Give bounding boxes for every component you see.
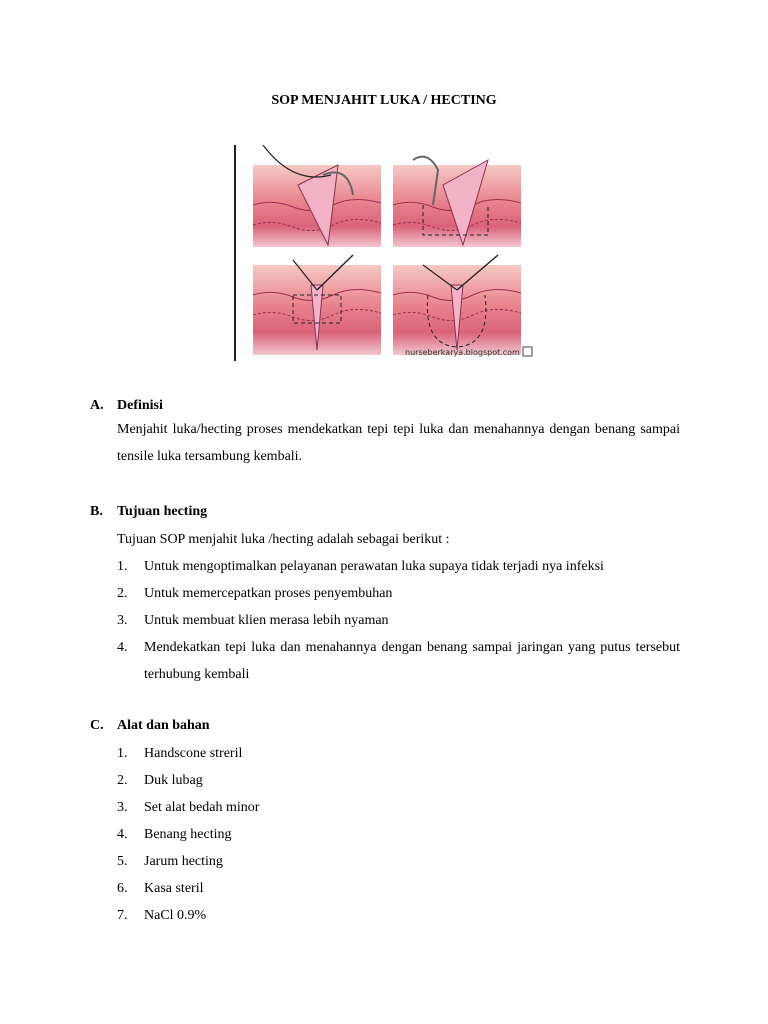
item-text: Benang hecting bbox=[144, 827, 232, 842]
panel-2 bbox=[393, 157, 521, 247]
panel-3 bbox=[253, 255, 381, 355]
list-item bbox=[117, 740, 680, 767]
item-text: Untuk membuat klien merasa lebih nyaman bbox=[144, 613, 389, 628]
item-number: 2. bbox=[117, 773, 128, 788]
item-number: 2. bbox=[117, 586, 128, 601]
list-item bbox=[117, 794, 680, 821]
item-text: Set alat bedah minor bbox=[144, 800, 260, 815]
section-definisi bbox=[90, 396, 680, 470]
list-item bbox=[117, 875, 680, 902]
section-letter: C. bbox=[90, 718, 104, 733]
item-number: 1. bbox=[117, 559, 128, 574]
section-paragraph: Tujuan SOP menjahit luka /hecting adalah sebagai berikut : bbox=[117, 532, 450, 547]
item-number: 4. bbox=[117, 640, 128, 655]
list-item bbox=[117, 821, 680, 848]
section-tujuan bbox=[90, 502, 680, 688]
section-heading: Tujuan hecting bbox=[117, 504, 208, 519]
figure-watermark: nurseberkarya.blogspot.com bbox=[405, 348, 520, 357]
item-text: Untuk memercepatkan proses penyembuhan bbox=[144, 586, 393, 601]
item-text: Jarum hecting bbox=[144, 854, 223, 869]
section-paragraph: Menjahit luka/hecting proses mendekatkan tepi tepi luka dan menahannya dengan benang sampai tensile luka tersambung kembali. bbox=[117, 422, 680, 464]
list-item bbox=[117, 767, 680, 794]
section-heading: Alat dan bahan bbox=[117, 718, 210, 733]
section-heading: Definisi bbox=[117, 398, 163, 413]
item-number: 4. bbox=[117, 827, 128, 842]
alat-list bbox=[117, 740, 680, 929]
tujuan-list bbox=[117, 553, 680, 688]
panel-4 bbox=[393, 255, 521, 355]
section-letter: B. bbox=[90, 504, 103, 519]
item-number: 5. bbox=[117, 854, 128, 869]
item-text: Kasa steril bbox=[144, 881, 204, 896]
item-number: 1. bbox=[117, 746, 128, 761]
suturing-illustration bbox=[233, 145, 537, 363]
item-text: NaCl 0.9% bbox=[144, 908, 207, 923]
expand-icon bbox=[523, 347, 532, 356]
list-item bbox=[117, 553, 680, 580]
section-alat-bahan bbox=[90, 716, 680, 929]
item-text: Mendekatkan tepi luka dan menahannya dengan benang sampai jaringan yang putus tersebut terhubung kembali bbox=[144, 640, 680, 682]
list-item bbox=[117, 634, 680, 688]
section-letter: A. bbox=[90, 398, 104, 413]
panel-1 bbox=[253, 145, 381, 247]
item-number: 7. bbox=[117, 908, 128, 923]
item-number: 6. bbox=[117, 881, 128, 896]
list-item bbox=[117, 902, 680, 929]
list-item bbox=[117, 848, 680, 875]
item-number: 3. bbox=[117, 800, 128, 815]
item-text: Duk lubag bbox=[144, 773, 203, 788]
page-title: SOP MENJAHIT LUKA / HECTING bbox=[271, 93, 497, 108]
list-item bbox=[117, 580, 680, 607]
item-number: 3. bbox=[117, 613, 128, 628]
item-text: Handscone streril bbox=[144, 746, 243, 761]
item-text: Untuk mengoptimalkan pelayanan perawatan luka supaya tidak terjadi nya infeksi bbox=[144, 559, 604, 574]
list-item bbox=[117, 607, 680, 634]
